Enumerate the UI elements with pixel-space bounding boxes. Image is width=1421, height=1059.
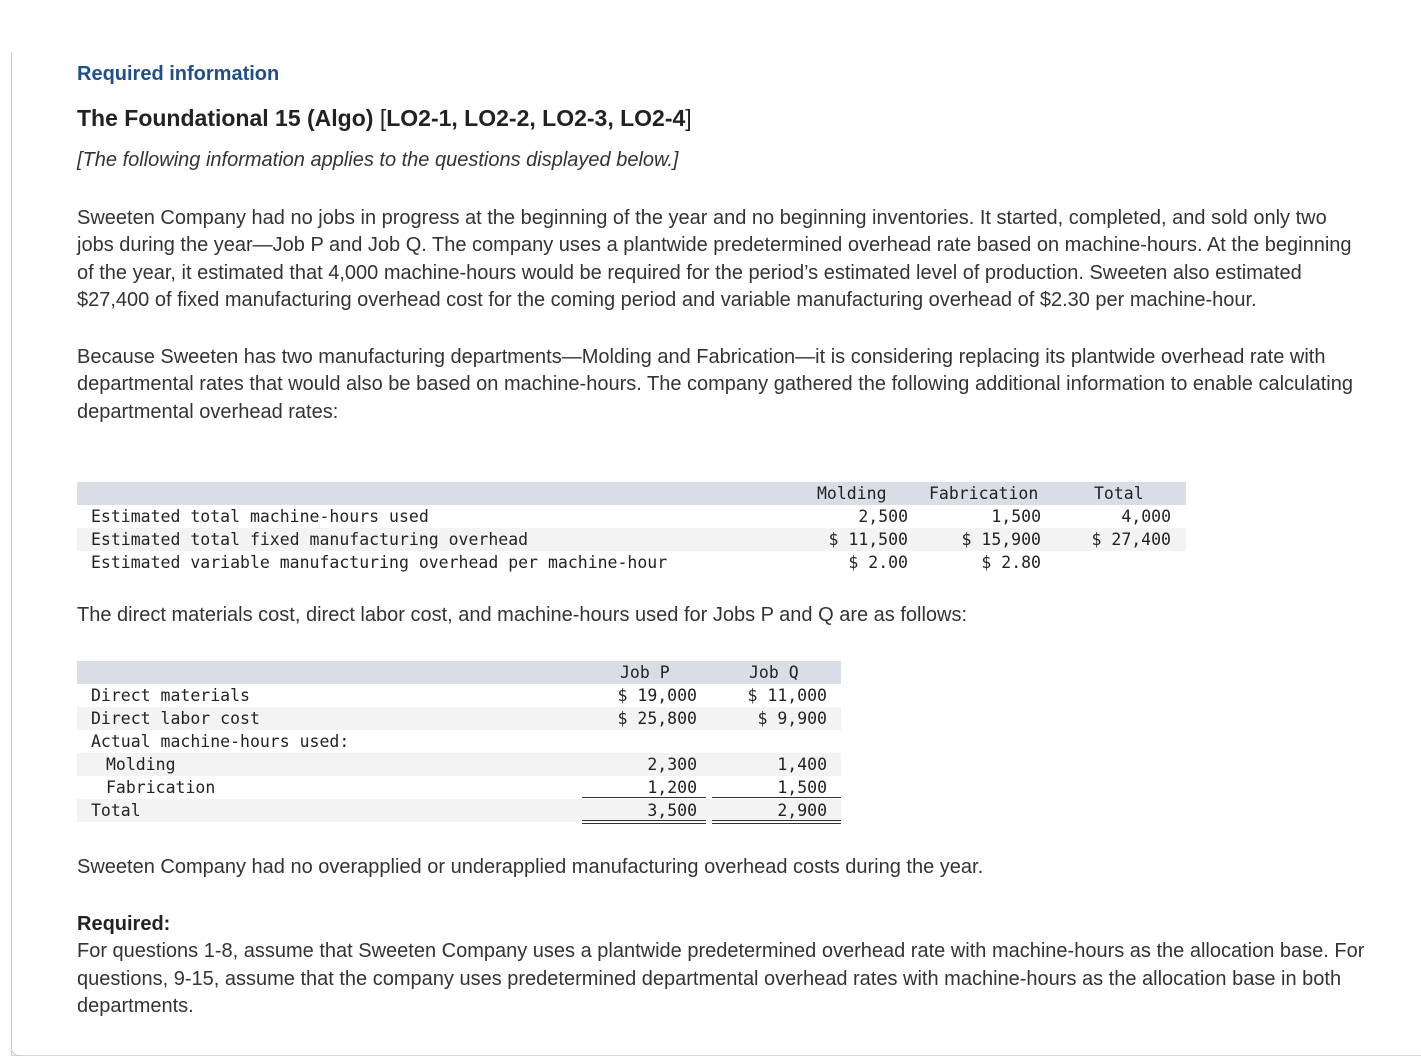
job-q-value: $ 9,900 [757, 709, 827, 728]
total-value: 4,000 [1121, 507, 1171, 526]
title-learning-objectives: LO2-1, LO2-2, LO2-3, LO2-4 [386, 105, 686, 131]
job-q-value: 2,900 [777, 801, 827, 820]
no-over-under-paragraph: Sweeten Company had no overapplied or underapplied manufacturing overhead costs during the year. [77, 856, 984, 878]
molding-value: $ 2.00 [848, 553, 908, 572]
job-p-value: $ 19,000 [617, 686, 697, 705]
fabrication-value: $ 15,900 [961, 530, 1041, 549]
row-label: Actual machine-hours used: [91, 732, 350, 751]
required-text: For questions 1-8, assume that Sweeten Company uses a plantwide predetermined overhead rate with machine-hours as the allocation base. For questions, 9-15, assume that the company uses predetermined departmental overhead rates with machine-hours as the allocation base in both departments. [77, 940, 1365, 1017]
row-label: Molding [106, 755, 176, 774]
table-row [77, 684, 841, 707]
jobs-intro-paragraph: The direct materials cost, direct labor cost, and machine-hours used for Jobs P and Q are as follows: [77, 604, 968, 626]
table-row [77, 799, 841, 822]
job-q-value: $ 11,000 [747, 686, 827, 705]
job-p-value: 3,500 [647, 801, 697, 820]
job-p-value: 2,300 [647, 755, 697, 774]
row-label: Direct labor cost [91, 709, 260, 728]
fabrication-value: $ 2.80 [981, 553, 1041, 572]
table-row [77, 551, 1186, 574]
header-molding: Molding [817, 484, 887, 503]
job-p-value: $ 25,800 [617, 709, 697, 728]
header-job-q: Job Q [749, 663, 799, 682]
row-label: Total [91, 801, 141, 820]
subtotal-underline [712, 797, 841, 798]
row-label: Fabrication [106, 778, 216, 797]
job-q-value: 1,400 [777, 755, 827, 774]
departments-paragraph: Because Sweeten has two manufacturing departments—Molding and Fabrication—it is considering replacing its plantwide overhead rate with departmental rates that would also be based on machine-hours. The company gathered the following additional information to enable calculating departmental overhead rates: [77, 346, 1353, 423]
molding-value: 2,500 [858, 507, 908, 526]
total-double-underline [712, 820, 841, 824]
fabrication-value: 1,500 [991, 507, 1041, 526]
problem-title [77, 103, 1367, 133]
table-row [77, 528, 1186, 551]
table-row [77, 505, 1186, 528]
molding-value: $ 11,500 [828, 530, 908, 549]
table-header-row [77, 661, 841, 684]
panel-bottom-border [11, 1055, 1421, 1056]
required-information-heading: Required information [77, 63, 280, 85]
required-label: Required: [77, 913, 171, 935]
table-row [77, 707, 841, 730]
total-value: $ 27,400 [1091, 530, 1171, 549]
title-open-bracket: [ [379, 105, 387, 131]
subtotal-underline [582, 797, 706, 798]
row-label: Estimated total machine-hours used [91, 507, 429, 526]
panel-left-border [11, 52, 12, 1056]
table-row [77, 753, 841, 776]
total-double-underline [582, 820, 706, 824]
table-row [77, 730, 841, 753]
row-label: Direct materials [91, 686, 250, 705]
title-main: The Foundational 15 (Algo) [77, 105, 380, 131]
row-label: Estimated total fixed manufacturing overhead [91, 530, 529, 549]
table-row [77, 776, 841, 799]
header-job-p: Job P [620, 663, 670, 682]
header-fabrication: Fabrication [929, 484, 1039, 503]
job-p-value: 1,200 [647, 778, 697, 797]
row-label: Estimated variable manufacturing overhead per machine-hour [91, 553, 668, 572]
title-close-bracket: ] [685, 105, 692, 131]
required-section [77, 911, 1367, 1020]
header-total: Total [1094, 484, 1144, 503]
applies-note: [The following information applies to the questions displayed below.] [77, 149, 679, 171]
header-section [77, 60, 1367, 426]
jobs-table [77, 661, 841, 822]
job-q-value: 1,500 [777, 778, 827, 797]
departmental-overhead-body [77, 505, 1186, 574]
intro-paragraph: Sweeten Company had no jobs in progress at the beginning of the year and no beginning inventories. It started, completed, and sold only two jobs during the year—Job P and Job Q. The company uses a plantwide predetermined overhead rate based on machine-hours. At the beginning of the year, it estimated that 4,000 machine-hours would be required for the period’s estimated level of production. Sweeten also estimated $27,400 of fixed manufacturing overhead cost for the coming period and variable manufacturing overhead of $2.30 per machine-hour. [77, 207, 1352, 311]
